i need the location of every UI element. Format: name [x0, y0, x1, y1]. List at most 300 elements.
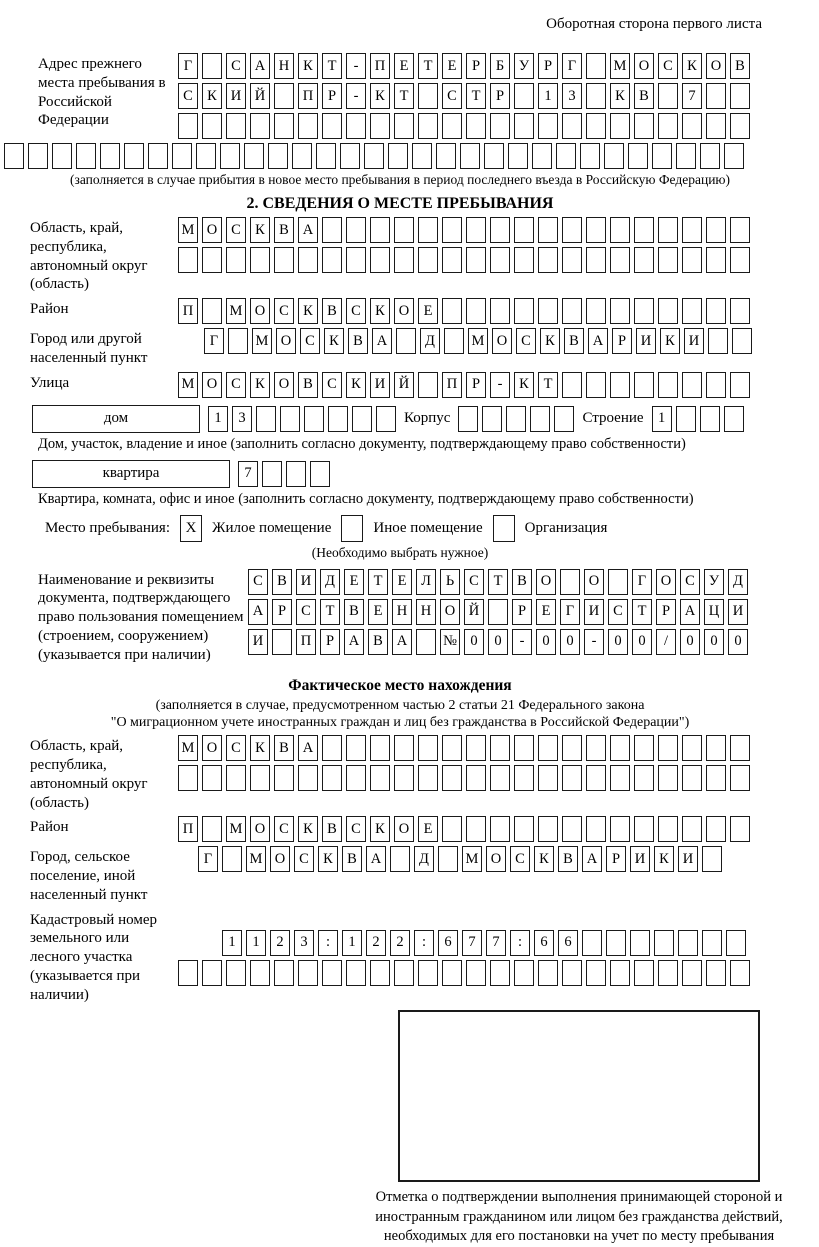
char-box[interactable]: К	[534, 846, 554, 872]
char-box[interactable]: Е	[442, 53, 462, 79]
char-box[interactable]: К	[250, 735, 270, 761]
char-box[interactable]	[538, 298, 558, 324]
char-box[interactable]: Й	[394, 372, 414, 398]
char-box[interactable]: Е	[418, 816, 438, 842]
char-box[interactable]: Р	[606, 846, 626, 872]
char-box[interactable]: Н	[416, 599, 436, 625]
char-box[interactable]	[490, 960, 510, 986]
char-box[interactable]	[178, 113, 198, 139]
char-box[interactable]	[228, 328, 248, 354]
char-box[interactable]	[396, 328, 416, 354]
char-box[interactable]: К	[370, 83, 390, 109]
char-box[interactable]	[658, 372, 678, 398]
char-box[interactable]	[172, 143, 192, 169]
char-box[interactable]	[562, 816, 582, 842]
char-box[interactable]: 0	[728, 629, 748, 655]
char-box[interactable]	[250, 113, 270, 139]
char-box[interactable]	[370, 247, 390, 273]
char-box[interactable]: П	[178, 816, 198, 842]
char-box[interactable]	[532, 143, 552, 169]
char-box[interactable]	[438, 846, 458, 872]
char-box[interactable]	[490, 247, 510, 273]
char-box[interactable]	[586, 217, 606, 243]
char-box[interactable]	[416, 629, 436, 655]
char-box[interactable]	[706, 217, 726, 243]
char-box[interactable]: Р	[322, 83, 342, 109]
char-box[interactable]: А	[298, 217, 318, 243]
char-box[interactable]	[244, 143, 264, 169]
char-box[interactable]	[202, 765, 222, 791]
char-box[interactable]: К	[298, 816, 318, 842]
char-box[interactable]	[682, 765, 702, 791]
char-box[interactable]: М	[462, 846, 482, 872]
char-box[interactable]: Й	[464, 599, 484, 625]
char-box[interactable]: Г	[178, 53, 198, 79]
char-box[interactable]	[316, 143, 336, 169]
char-box[interactable]	[100, 143, 120, 169]
char-box[interactable]: -	[512, 629, 532, 655]
char-box[interactable]	[730, 298, 750, 324]
char-box[interactable]	[586, 298, 606, 324]
char-box[interactable]	[634, 217, 654, 243]
char-box[interactable]	[586, 765, 606, 791]
char-box[interactable]	[370, 735, 390, 761]
char-box[interactable]: 0	[464, 629, 484, 655]
char-box[interactable]: Р	[466, 372, 486, 398]
char-box[interactable]	[482, 406, 502, 432]
char-box[interactable]: -	[584, 629, 604, 655]
char-box[interactable]	[682, 960, 702, 986]
char-box[interactable]: О	[706, 53, 726, 79]
char-box[interactable]: К	[250, 217, 270, 243]
char-box[interactable]: М	[610, 53, 630, 79]
char-box[interactable]	[412, 143, 432, 169]
char-box[interactable]: 1	[342, 930, 362, 956]
char-box[interactable]	[346, 113, 366, 139]
char-box[interactable]	[298, 765, 318, 791]
char-box[interactable]: В	[558, 846, 578, 872]
char-box[interactable]	[514, 960, 534, 986]
char-box[interactable]	[682, 816, 702, 842]
char-box[interactable]	[610, 113, 630, 139]
char-box[interactable]	[178, 247, 198, 273]
char-box[interactable]	[562, 735, 582, 761]
char-box[interactable]	[730, 765, 750, 791]
char-box[interactable]: С	[322, 372, 342, 398]
char-box[interactable]	[586, 113, 606, 139]
char-box[interactable]	[322, 960, 342, 986]
char-box[interactable]	[606, 930, 626, 956]
char-box[interactable]: 6	[534, 930, 554, 956]
char-box[interactable]: К	[346, 372, 366, 398]
char-box[interactable]	[560, 569, 580, 595]
char-box[interactable]: 6	[558, 930, 578, 956]
char-box[interactable]: 0	[608, 629, 628, 655]
char-box[interactable]	[466, 217, 486, 243]
char-box[interactable]: О	[250, 816, 270, 842]
char-box[interactable]: Й	[250, 83, 270, 109]
char-box[interactable]: О	[584, 569, 604, 595]
char-box[interactable]: 1	[246, 930, 266, 956]
char-box[interactable]	[490, 816, 510, 842]
char-box[interactable]	[370, 217, 390, 243]
char-box[interactable]	[460, 143, 480, 169]
char-box[interactable]: К	[202, 83, 222, 109]
char-box[interactable]: С	[608, 599, 628, 625]
char-box[interactable]	[634, 735, 654, 761]
char-box[interactable]	[634, 247, 654, 273]
char-box[interactable]	[682, 217, 702, 243]
char-box[interactable]	[466, 816, 486, 842]
char-box[interactable]	[370, 960, 390, 986]
char-box[interactable]	[370, 113, 390, 139]
char-box[interactable]: -	[346, 53, 366, 79]
char-box[interactable]: К	[250, 372, 270, 398]
char-box[interactable]	[610, 816, 630, 842]
char-box[interactable]: В	[342, 846, 362, 872]
char-box[interactable]: П	[298, 83, 318, 109]
char-box[interactable]: Ь	[440, 569, 460, 595]
char-box[interactable]: С	[296, 599, 316, 625]
char-box[interactable]: С	[226, 217, 246, 243]
char-box[interactable]	[484, 143, 504, 169]
char-box[interactable]	[280, 406, 300, 432]
char-box[interactable]	[292, 143, 312, 169]
char-box[interactable]	[514, 247, 534, 273]
char-box[interactable]: -	[346, 83, 366, 109]
char-box[interactable]: У	[514, 53, 534, 79]
char-box[interactable]: И	[296, 569, 316, 595]
char-box[interactable]	[274, 960, 294, 986]
char-box[interactable]: А	[588, 328, 608, 354]
char-box[interactable]	[466, 113, 486, 139]
char-box[interactable]	[508, 143, 528, 169]
char-box[interactable]: С	[300, 328, 320, 354]
char-box[interactable]: О	[536, 569, 556, 595]
char-box[interactable]	[730, 372, 750, 398]
char-box[interactable]	[220, 143, 240, 169]
char-box[interactable]: О	[656, 569, 676, 595]
char-box[interactable]: С	[226, 735, 246, 761]
char-box[interactable]: К	[660, 328, 680, 354]
char-box[interactable]: 1	[222, 930, 242, 956]
char-box[interactable]	[418, 83, 438, 109]
char-box[interactable]	[346, 960, 366, 986]
char-box[interactable]: С	[516, 328, 536, 354]
char-box[interactable]: /	[656, 629, 676, 655]
char-box[interactable]: О	[276, 328, 296, 354]
char-box[interactable]	[654, 930, 674, 956]
char-box[interactable]: Р	[272, 599, 292, 625]
char-box[interactable]: И	[728, 599, 748, 625]
char-box[interactable]: Т	[394, 83, 414, 109]
char-box[interactable]	[652, 143, 672, 169]
char-box[interactable]	[586, 960, 606, 986]
char-box[interactable]: О	[202, 217, 222, 243]
char-box[interactable]: 0	[680, 629, 700, 655]
char-box[interactable]	[250, 960, 270, 986]
char-box[interactable]	[702, 930, 722, 956]
char-box[interactable]	[418, 372, 438, 398]
char-box[interactable]	[442, 960, 462, 986]
char-box[interactable]	[514, 113, 534, 139]
char-box[interactable]	[610, 298, 630, 324]
char-box[interactable]: Р	[490, 83, 510, 109]
char-box[interactable]	[196, 143, 216, 169]
char-box[interactable]	[554, 406, 574, 432]
char-box[interactable]: Д	[320, 569, 340, 595]
char-box[interactable]: 0	[488, 629, 508, 655]
char-box[interactable]	[394, 765, 414, 791]
char-box[interactable]	[682, 247, 702, 273]
char-box[interactable]	[562, 960, 582, 986]
char-box[interactable]	[262, 461, 282, 487]
char-box[interactable]	[298, 113, 318, 139]
char-box[interactable]: В	[512, 569, 532, 595]
char-box[interactable]	[394, 960, 414, 986]
char-box[interactable]: А	[248, 599, 268, 625]
char-box[interactable]	[376, 406, 396, 432]
char-box[interactable]	[634, 113, 654, 139]
char-box[interactable]	[226, 765, 246, 791]
checkbox-inoe[interactable]	[341, 515, 363, 542]
char-box[interactable]	[388, 143, 408, 169]
char-box[interactable]: Е	[344, 569, 364, 595]
char-box[interactable]: Г	[204, 328, 224, 354]
char-box[interactable]: 0	[632, 629, 652, 655]
char-box[interactable]: О	[492, 328, 512, 354]
char-box[interactable]: К	[540, 328, 560, 354]
char-box[interactable]	[610, 735, 630, 761]
char-box[interactable]: О	[440, 599, 460, 625]
char-box[interactable]	[628, 143, 648, 169]
char-box[interactable]	[658, 735, 678, 761]
char-box[interactable]	[586, 247, 606, 273]
char-box[interactable]	[634, 765, 654, 791]
char-box[interactable]: К	[298, 53, 318, 79]
char-box[interactable]: 7	[682, 83, 702, 109]
char-box[interactable]	[586, 83, 606, 109]
char-box[interactable]	[514, 816, 534, 842]
char-box[interactable]	[178, 960, 198, 986]
char-box[interactable]	[706, 765, 726, 791]
char-box[interactable]	[274, 113, 294, 139]
char-box[interactable]	[352, 406, 372, 432]
char-box[interactable]	[256, 406, 276, 432]
char-box[interactable]	[586, 816, 606, 842]
char-box[interactable]: С	[346, 298, 366, 324]
char-box[interactable]: Г	[198, 846, 218, 872]
char-box[interactable]: С	[658, 53, 678, 79]
char-box[interactable]: Р	[466, 53, 486, 79]
char-box[interactable]	[538, 735, 558, 761]
char-box[interactable]: И	[248, 629, 268, 655]
char-box[interactable]	[444, 328, 464, 354]
char-box[interactable]: И	[584, 599, 604, 625]
char-box[interactable]	[442, 298, 462, 324]
char-box[interactable]: В	[272, 569, 292, 595]
char-box[interactable]: Д	[420, 328, 440, 354]
char-box[interactable]	[604, 143, 624, 169]
char-box[interactable]	[52, 143, 72, 169]
char-box[interactable]	[458, 406, 478, 432]
char-box[interactable]	[586, 735, 606, 761]
char-box[interactable]	[346, 735, 366, 761]
char-box[interactable]: Е	[536, 599, 556, 625]
char-box[interactable]: С	[442, 83, 462, 109]
char-box[interactable]: П	[296, 629, 316, 655]
char-box[interactable]	[724, 143, 744, 169]
char-box[interactable]: В	[322, 298, 342, 324]
char-box[interactable]: Т	[320, 599, 340, 625]
char-box[interactable]: В	[730, 53, 750, 79]
char-box[interactable]: Т	[538, 372, 558, 398]
char-box[interactable]	[682, 113, 702, 139]
char-box[interactable]	[730, 247, 750, 273]
char-box[interactable]	[506, 406, 526, 432]
char-box[interactable]	[310, 461, 330, 487]
char-box[interactable]: :	[318, 930, 338, 956]
char-box[interactable]	[702, 846, 722, 872]
char-box[interactable]	[418, 735, 438, 761]
char-box[interactable]	[490, 113, 510, 139]
char-box[interactable]: О	[202, 372, 222, 398]
char-box[interactable]	[538, 960, 558, 986]
char-box[interactable]: С	[680, 569, 700, 595]
char-box[interactable]	[676, 406, 696, 432]
char-box[interactable]: 7	[486, 930, 506, 956]
char-box[interactable]: 2	[390, 930, 410, 956]
char-box[interactable]: А	[680, 599, 700, 625]
char-box[interactable]: Т	[322, 53, 342, 79]
char-box[interactable]: 1	[208, 406, 228, 432]
char-box[interactable]	[442, 247, 462, 273]
char-box[interactable]: 7	[462, 930, 482, 956]
char-box[interactable]	[148, 143, 168, 169]
char-box[interactable]	[268, 143, 288, 169]
char-box[interactable]: Б	[490, 53, 510, 79]
char-box[interactable]	[298, 960, 318, 986]
char-box[interactable]	[682, 372, 702, 398]
char-box[interactable]	[202, 960, 222, 986]
char-box[interactable]	[418, 960, 438, 986]
char-box[interactable]	[322, 247, 342, 273]
char-box[interactable]	[658, 247, 678, 273]
char-box[interactable]	[634, 298, 654, 324]
char-box[interactable]: В	[564, 328, 584, 354]
char-box[interactable]	[732, 328, 752, 354]
char-box[interactable]	[322, 765, 342, 791]
char-box[interactable]	[346, 217, 366, 243]
char-box[interactable]: В	[634, 83, 654, 109]
char-box[interactable]	[730, 960, 750, 986]
char-box[interactable]	[658, 83, 678, 109]
char-box[interactable]: 2	[270, 930, 290, 956]
char-box[interactable]: А	[298, 735, 318, 761]
char-box[interactable]: Т	[632, 599, 652, 625]
char-box[interactable]	[610, 765, 630, 791]
char-box[interactable]	[706, 735, 726, 761]
char-box[interactable]: Г	[632, 569, 652, 595]
char-box[interactable]: Р	[538, 53, 558, 79]
stamp-box[interactable]	[398, 1010, 760, 1182]
char-box[interactable]	[706, 83, 726, 109]
char-box[interactable]: К	[298, 298, 318, 324]
char-box[interactable]: П	[442, 372, 462, 398]
char-box[interactable]	[610, 960, 630, 986]
char-box[interactable]	[538, 217, 558, 243]
char-box[interactable]	[202, 816, 222, 842]
char-box[interactable]: 1	[538, 83, 558, 109]
char-box[interactable]: К	[318, 846, 338, 872]
char-box[interactable]: М	[178, 735, 198, 761]
char-box[interactable]	[700, 406, 720, 432]
char-box[interactable]: А	[372, 328, 392, 354]
char-box[interactable]	[226, 960, 246, 986]
char-box[interactable]	[630, 930, 650, 956]
char-box[interactable]: И	[370, 372, 390, 398]
char-box[interactable]: А	[250, 53, 270, 79]
char-box[interactable]: М	[226, 816, 246, 842]
char-box[interactable]: Е	[368, 599, 388, 625]
char-box[interactable]	[442, 816, 462, 842]
char-box[interactable]	[700, 143, 720, 169]
char-box[interactable]	[706, 960, 726, 986]
char-box[interactable]: О	[394, 816, 414, 842]
char-box[interactable]	[658, 765, 678, 791]
char-box[interactable]: М	[178, 217, 198, 243]
char-box[interactable]	[322, 113, 342, 139]
char-box[interactable]: Р	[656, 599, 676, 625]
char-box[interactable]	[706, 298, 726, 324]
char-box[interactable]	[538, 113, 558, 139]
char-box[interactable]	[364, 143, 384, 169]
char-box[interactable]	[226, 247, 246, 273]
char-box[interactable]	[562, 113, 582, 139]
char-box[interactable]: У	[704, 569, 724, 595]
char-box[interactable]	[442, 765, 462, 791]
char-box[interactable]	[730, 735, 750, 761]
char-box[interactable]: К	[324, 328, 344, 354]
checkbox-organizatsiya[interactable]	[493, 515, 515, 542]
char-box[interactable]	[562, 217, 582, 243]
char-box[interactable]	[394, 247, 414, 273]
char-box[interactable]	[726, 930, 746, 956]
char-box[interactable]: О	[274, 372, 294, 398]
char-box[interactable]: О	[634, 53, 654, 79]
char-box[interactable]	[514, 735, 534, 761]
char-box[interactable]: К	[370, 298, 390, 324]
char-box[interactable]: :	[510, 930, 530, 956]
char-box[interactable]	[442, 735, 462, 761]
char-box[interactable]	[706, 247, 726, 273]
char-box[interactable]: М	[252, 328, 272, 354]
char-box[interactable]	[124, 143, 144, 169]
char-box[interactable]: 7	[238, 461, 258, 487]
char-box[interactable]: :	[414, 930, 434, 956]
char-box[interactable]	[4, 143, 24, 169]
char-box[interactable]	[274, 247, 294, 273]
char-box[interactable]: А	[392, 629, 412, 655]
char-box[interactable]: Е	[394, 53, 414, 79]
char-box[interactable]	[202, 298, 222, 324]
char-box[interactable]: С	[274, 298, 294, 324]
char-box[interactable]	[250, 247, 270, 273]
char-box[interactable]	[514, 298, 534, 324]
char-box[interactable]	[418, 247, 438, 273]
char-box[interactable]	[466, 735, 486, 761]
char-box[interactable]: О	[394, 298, 414, 324]
